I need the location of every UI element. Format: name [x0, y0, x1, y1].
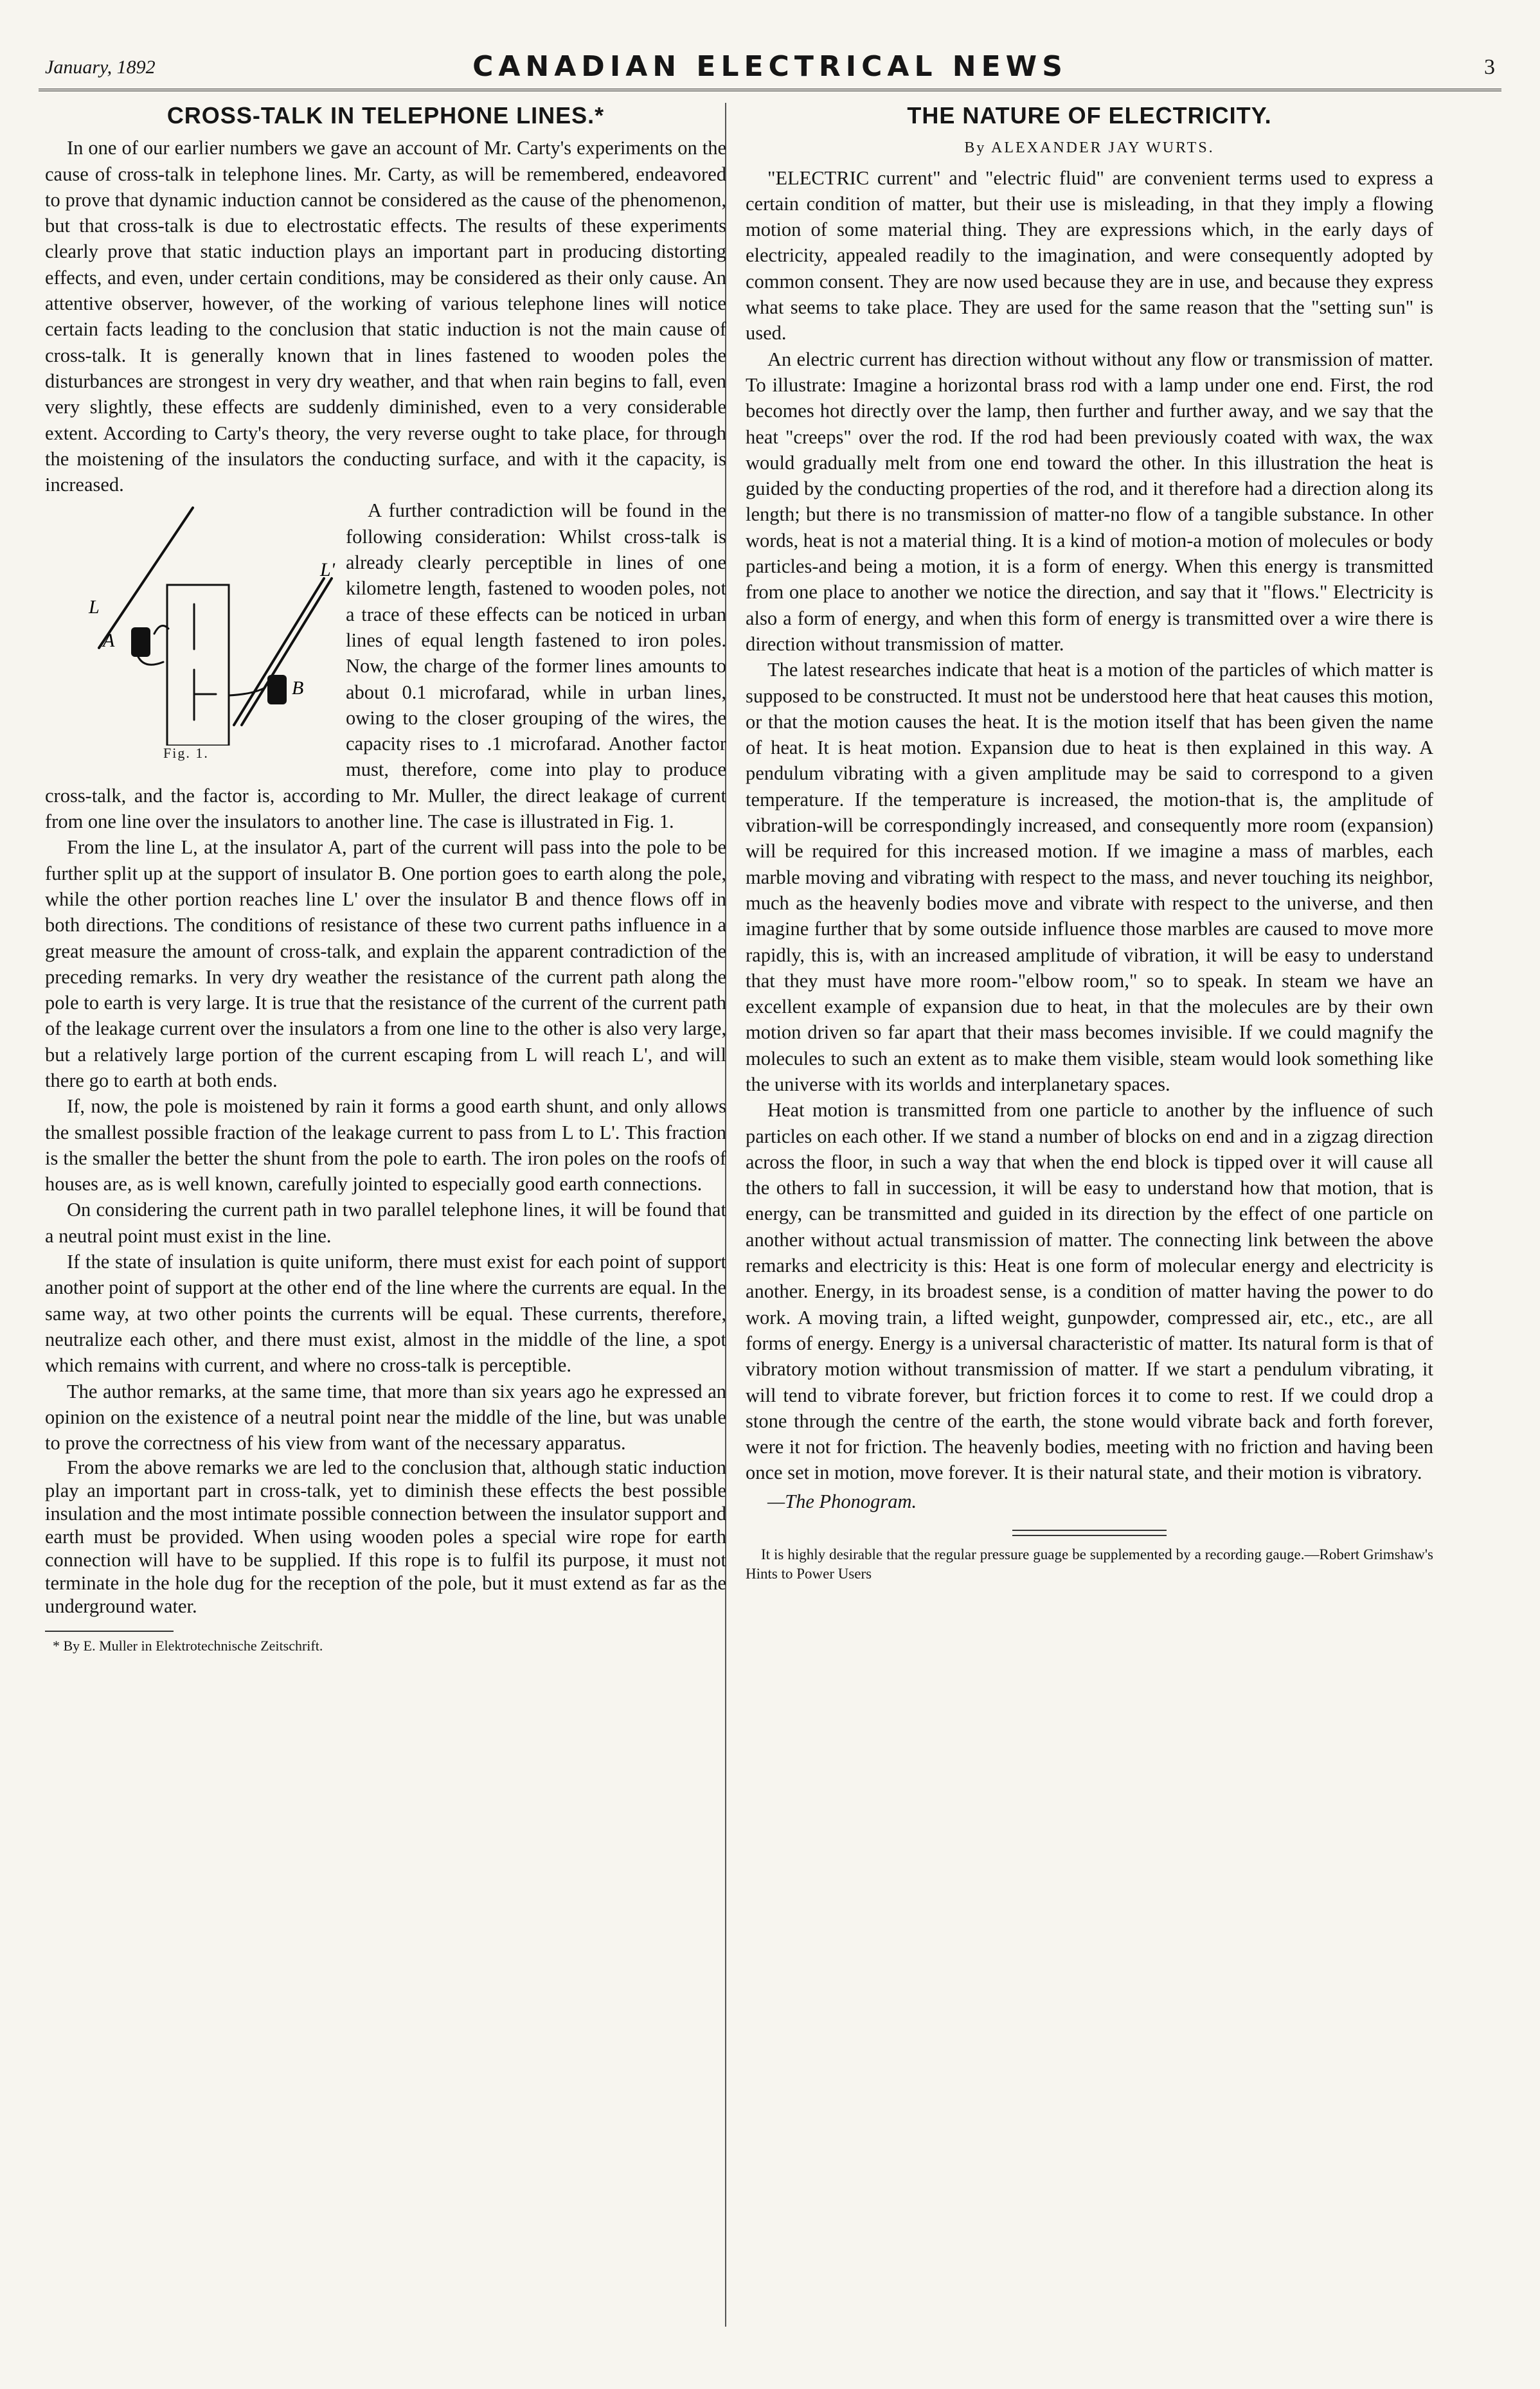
page-header: [39, 50, 1501, 91]
insulator-diagram: [41, 501, 337, 746]
footnote: * By E. Muller in Elektrotechnische Zeitschrift.: [53, 1638, 323, 1654]
article-title: CROSS-TALK IN TELEPHONE LINES.*: [166, 102, 605, 129]
paragraph: "ELECTRIC current" and "electric fluid" are convenient terms used to express a certain condition of matter, but their use is misleading, in that they imply a flowing motion of some material thing. They are expressions which, in the early days of electricity, appealed readily to the imagination, and were consequently adopted by common consent. They are now used because they are in use, and because they express what seems to take place. They are used for the same reason that the "setting sun" is used.: [746, 166, 1433, 344]
label-L: L: [89, 596, 100, 618]
paragraph: The author remarks, at the same time, that more than six years ago he expressed an opinion on the existence of a neutral point near the middle of the line, but was unable to prove the correctness of his view from want of the necessary apparatus.: [45, 1380, 726, 1454]
insulator-B: [267, 675, 287, 704]
page-number: 3: [1484, 55, 1495, 79]
article-cross-talk: [45, 103, 726, 1655]
paragraph: If the state of insulation is quite uniform, there must exist for each point of support another point of support at the other end of the line where the currents are equal. In the same way, at two other points the currents will be equal. These currents, therefore, neutralize each other, and there must exist, almost in the middle of the line, a spot which remains with current, and where no cross-talk is perceptible.: [45, 1251, 726, 1377]
article-nature-of-electricity: [746, 103, 1433, 1584]
paragraph: A further contradiction will be found in the following consideration: Whilst cross-talk is already clearly perceptible in lines of one kilometre length, fastened to wooden poles, not a trace of these effects can be noticed in urban lines of equal length fastened to iron poles. Now, the charge of the former lines amounts to about 0.1 microfarad, while in urban lines, owing to the closer grouping of the wires, the capacity rises to .1 microfarad. Another factor must, therefore, come into play to produce cross-talk, and the factor is, according to Mr. Muller, the direct leakage of current from one line over the insulators to another line. The case is illustrated in Fig. 1.: [45, 499, 726, 833]
figure-insulator-diagram: [41, 501, 337, 766]
paragraph: From the line L, at the insulator A, part of the current will pass into the pole to be further split up at the support of insulator B. One portion goes to earth along the pole, while the other portion reaches line L' over the insulator B and thence flows off in both directions. The conditions of resistance of these two current paths influence in a great measure the amount of cross-talk, and explain the apparent contradiction of the preceding remarks. In very dry weather the resistance of the current path along the pole to earth is very large. It is true that the resistance of the current of the current path of the leakage current over the insulators a from one line to the other is also very large, but a relatively large portion of the current escaping from L will reach L', and will there go to earth at both ends.: [45, 836, 726, 1091]
pole: [167, 585, 229, 746]
paragraph: From the above remarks we are led to the conclusion that, although static induction play an important part in cross-talk, yet to diminish these effects the best possible insulation and the most intimate possible connection between the insulator support and earth must be provided. When using wooden poles a special wire rope for earth connection will have to be supplied. If this rope is to fulfil its purpose, it must not terminate in the hole dug for the reception of the pole, but it must extend as far as the underground water.: [45, 1456, 726, 1618]
article-title: THE NATURE OF ELECTRICITY.: [907, 102, 1272, 129]
insulator-A: [131, 627, 150, 657]
label-A: A: [103, 630, 115, 652]
source-credit: —The Phonogram.: [767, 1490, 917, 1512]
paragraph: If, now, the pole is moistened by rain it forms a good earth shunt, and only allows the smallest possible fraction of the leakage current to pass from L to L'. This fraction is the smaller the better the shunt from the pole to earth. The iron poles on the roofs of houses are, as is well known, carefully jointed to especially good earth connections.: [45, 1095, 726, 1195]
paragraph: In one of our earlier numbers we gave an account of Mr. Carty's experiments on the cause of cross-talk in telephone lines. Mr. Carty, as will be remembered, endeavored to prove that dynamic induction cannot be considered as the cause of the phenomenon, but that cross-talk is due to electrostatic effects. The results of these experiments clearly prove that static induction plays an important part in producing distorting effects, and even, under certain conditions, may be considered as their only cause. An attentive observer, however, of the working of various telephone lines will notice certain facts leading to the conclusion that static induction is not the main cause of cross-talk. It is generally known that in lines fastened to wooden poles the disturbances are strongest in very dry weather, and that when rain begins to fall, even very slightly, these effects are suddenly diminished, even to a very considerable extent. According to Carty's theory, the very reverse ought to take place, for through the moistening of the insulators the conducting surface, and with it the capacity, is increased.: [45, 137, 726, 496]
publication-title: CANADIAN ELECTRICAL NEWS: [472, 50, 1068, 83]
section-divider: [1012, 1530, 1167, 1536]
paragraph: The latest researches indicate that heat is a motion of the particles of which matter is supposed to be constructed. It must not be understood here that heat causes this motion, or that the motion causes the heat. It is the motion itself that has been given the name of heat. It is heat motion. Expansion due to heat is then explained in this way. A pendulum vibrating with a given amplitude may be said to correspond to a given temperature. If the temperature is increased, the motion-that is, the amplitude of vibration-will be correspondingly increased, and consequently more room (expansion) will be required for this increased motion. If we imagine a mass of marbles, each marble moving and vibrating with respect to the mass, and never touching its neighbor, much as the heavenly bodies move and vibrate with respect to the universe, and then imagine further that by some outside influence those marbles are caused to move more rapidly, this is, with an increased amplitude of vibration, it will be easy to understand that they must have more room-"elbow room," so to speak. In steam we have an excellent example of expansion due to heat, in that the molecules are by their own motion driven so far apart that their mass becomes invisible. If we could magnify the molecules to such an extent as to make them visible, steam would look something like the universe with its worlds and interplanetary spaces.: [746, 659, 1433, 1095]
paragraph: An electric current has direction without without any flow or transmission of matter. To illustrate: Imagine a horizontal brass rod with a lamp under one end. First, the rod becomes hot directly over the lamp, then further and further away, and we say that the heat "creeps" over the rod. If the rod had been previously coated with wax, the wax would gradually melt from one end toward the other. In this illustration the heat is guided by the conducting properties of the rod, and it therefore had a direction along its length; but there is no transmission of matter-no flow of a tangible substance. In other words, heat is not a material thing. It is a kind of motion-a motion of molecules or body particles-and being a motion, it is a form of energy. When this energy is transmitted from one place to another we notice the direction, and say that it "flows." Electricity is also a form of energy, and when this form of energy is transmitted over a wire there is direction without transmission of matter.: [746, 348, 1433, 655]
label-B: B: [292, 677, 304, 699]
issue-date: January, 1892: [45, 57, 156, 78]
line-L-wire: [99, 508, 193, 648]
byline: By ALEXANDER JAY WURTS.: [964, 139, 1215, 157]
paragraph: On considering the current path in two parallel telephone lines, it will be found that a neutral point must exist in the line.: [45, 1199, 726, 1247]
figure-caption: Fig. 1.: [163, 745, 209, 762]
label-L-prime: L': [320, 559, 336, 581]
footnote-rule: [45, 1631, 174, 1632]
paragraph: Heat motion is transmitted from one particle to another by the influence of such particles on each other. If we stand a number of blocks on end and in a zigzag direction across the floor, in such a way that when the end block is tipped over it will cause all the others to fall in succession, it will be easy to understand how that motion, that is energy, can be transmitted and guided in its direction by the effect of one particle on another without actual transmission of matter. The connecting link between the above remarks and electricity is this: Heat is one form of molecular energy and electricity is another. Energy, in its broadest sense, is a condition of matter having the power to do work. A moving train, a lifted weight, gunpowder, compressed air, etc., etc., are all forms of energy. Energy is a universal characteristic of matter. Its natural form is that of vibratory motion without transmission of matter. If we start a pendulum vibrating, it will tend to vibrate forever, but friction forces it to come to rest. If we could drop a stone through the centre of the earth, the stone would vibrate back and forth forever, were it not for friction. The heavenly bodies, meeting with no friction and having been once set in motion, move forever. It is their natural state, and their motion is vibratory.: [746, 1099, 1433, 1484]
filler-note: It is highly desirable that the regular pressure guage be supplemented by a recording gauge.—Robert Grimshaw's Hints to Power Users: [746, 1546, 1433, 1582]
